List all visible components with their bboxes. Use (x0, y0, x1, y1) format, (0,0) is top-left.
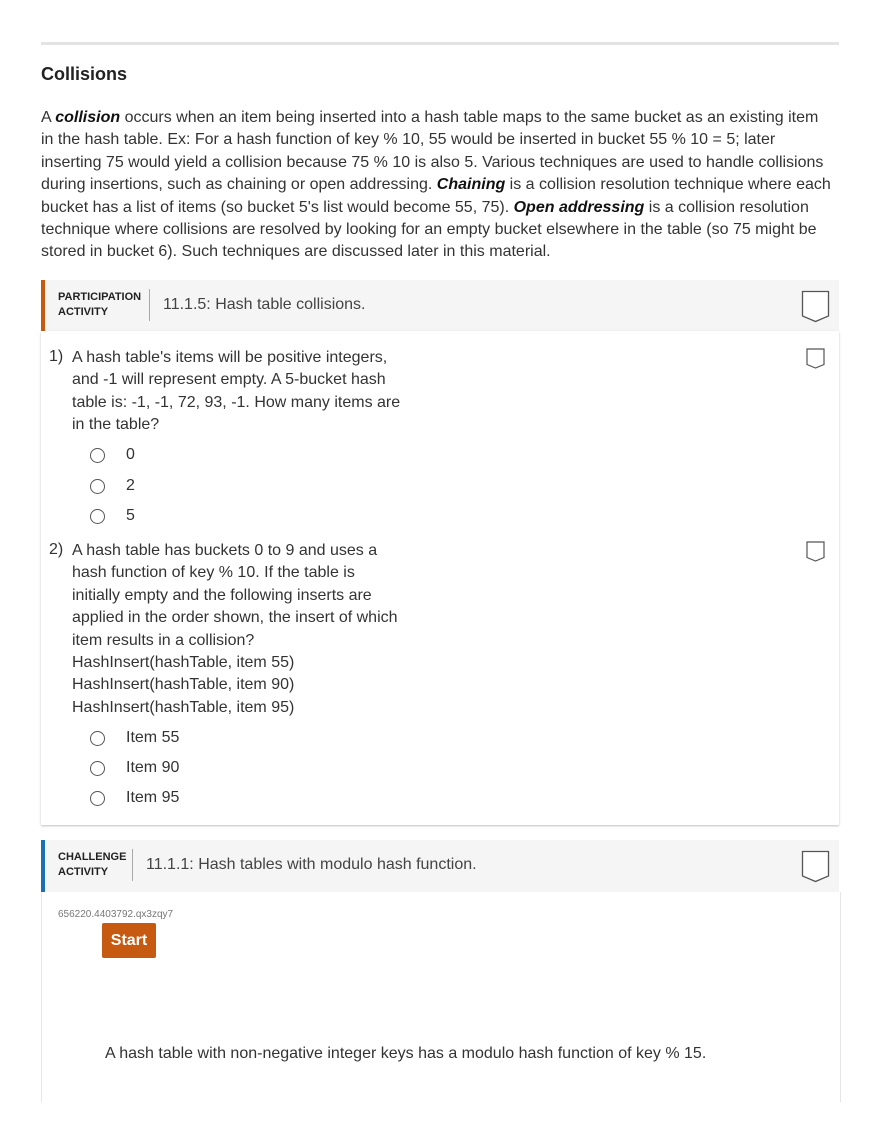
question-line: item results in a collision? (72, 631, 255, 649)
question-line: HashInsert(hashTable, item 90) (72, 676, 295, 694)
activity-kind-line1: CHALLENGE (58, 851, 127, 863)
activity-title: 11.1.1: Hash tables with modulo hash function. (146, 856, 477, 873)
radio-button[interactable] (90, 791, 105, 806)
activity-kind-label (58, 290, 141, 320)
start-button[interactable]: Start (102, 923, 156, 958)
question-line: hash function of key % 10. If the table is (72, 564, 355, 582)
question-line: A hash table's items will be positive integers, (72, 349, 388, 366)
question-line: initially empty and the following inserts are (72, 586, 372, 604)
question-text (72, 347, 400, 437)
radio-button[interactable] (90, 448, 105, 463)
intro-text: is a collision resolution technique where collisions are resolved by looking for an empty bucket elsewhere in the table (so 75 might be stored in bucket 6). Such techniques are discussed later in this material. (41, 198, 817, 261)
intro-text: A (41, 109, 56, 126)
activity-kind-label (58, 850, 126, 880)
question-number: 1) (49, 348, 64, 365)
challenge-activity-panel (41, 892, 841, 1102)
intro-text: occurs when an item being inserted into a hash table maps to the same bucket as an existing item in the hash table. Ex: For a hash function of key % 10, 55 would be inserted in bucket 55 % 10 = 5; later inserting 75 would yield a collision because 75 % 10 is also 5. Various techniques are used to handle collisions during insertions, such as chaining or open addressing. (41, 109, 824, 194)
section-title: Collisions (41, 64, 128, 84)
question-line: and -1 will represent empty. A 5-bucket hash (72, 371, 386, 389)
radio-button[interactable] (90, 479, 105, 494)
question-line: table is: -1, -1, 72, 93, -1. How many items are (72, 393, 401, 411)
activity-title: 11.1.5: Hash table collisions. (163, 296, 366, 313)
header-separator (149, 289, 150, 321)
challenge-accent-bar (41, 840, 45, 892)
activity-kind-line2: ACTIVITY (58, 866, 109, 878)
question-line: HashInsert(hashTable, item 55) (72, 654, 295, 672)
choice-label: Item 55 (126, 729, 180, 746)
bookmark-icon[interactable] (801, 290, 830, 323)
activity-code: 656220.4403792.qx3zqy7 (58, 909, 174, 920)
header-separator (132, 849, 133, 881)
participation-accent-bar (41, 280, 45, 332)
choice-label: Item 95 (126, 789, 180, 806)
question-number: 2) (49, 541, 64, 558)
intro-paragraph (41, 107, 831, 264)
bookmark-icon[interactable] (806, 541, 825, 562)
question-line: HashInsert(hashTable, item 95) (72, 698, 295, 716)
question-line: A hash table has buckets 0 to 9 and uses a (72, 542, 378, 559)
challenge-activity-header (41, 840, 839, 892)
radio-button[interactable] (90, 731, 105, 746)
top-divider (41, 42, 839, 45)
key-term: Chaining (436, 176, 506, 194)
question-line: applied in the order shown, the insert of which (72, 609, 398, 627)
bookmark-icon[interactable] (801, 850, 830, 883)
key-term: Open addressing (513, 198, 645, 216)
activity-kind-line1: PARTICIPATION (58, 291, 142, 303)
key-term: collision (55, 109, 121, 126)
question-text (72, 540, 398, 719)
radio-button[interactable] (90, 761, 105, 776)
radio-button[interactable] (90, 509, 105, 524)
choice-label: Item 90 (126, 759, 180, 776)
choice-label: 5 (126, 507, 135, 524)
intro-text: is a collision resolution technique where each bucket has a list of items (so bucket 5's list would become 55, 75). (41, 176, 831, 216)
choice-label: 2 (126, 477, 135, 494)
participation-activity-header (41, 280, 839, 332)
choice-label: 0 (126, 446, 135, 463)
activity-kind-line2: ACTIVITY (58, 306, 109, 318)
challenge-prompt: A hash table with non-negative integer keys has a modulo hash function of key % 15. (105, 1045, 707, 1062)
question-line: in the table? (72, 416, 160, 434)
bookmark-icon[interactable] (806, 348, 825, 369)
